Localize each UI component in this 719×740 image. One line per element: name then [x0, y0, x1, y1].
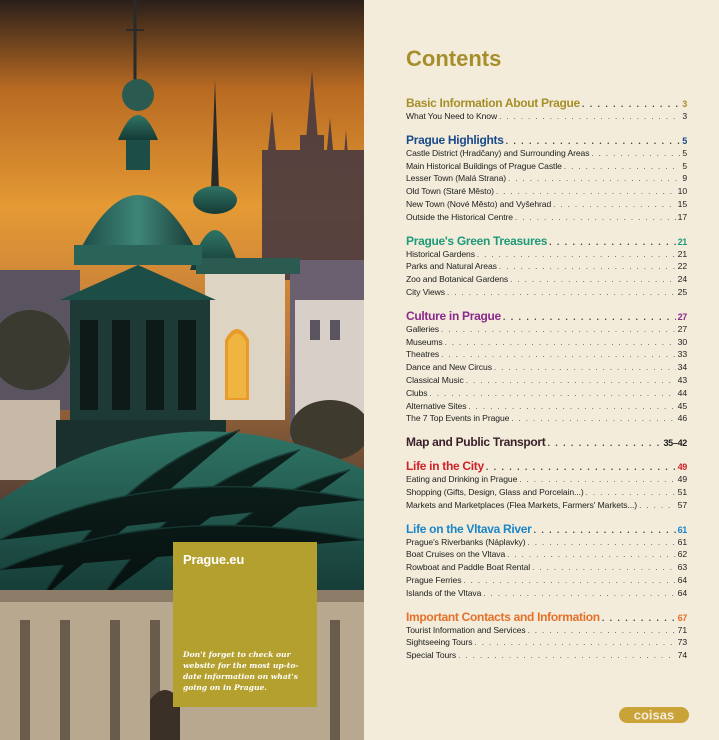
- toc-entry[interactable]: [406, 401, 687, 414]
- toc-entry[interactable]: [406, 500, 687, 513]
- toc-entry[interactable]: [406, 111, 687, 124]
- toc-entry-label: Prague Ferries: [406, 574, 462, 585]
- toc-leader-dots: [458, 651, 676, 660]
- toc-section: [406, 96, 687, 124]
- toc-entry-page: 25: [677, 286, 687, 297]
- toc-entry-page: 62: [677, 549, 687, 560]
- toc-entry[interactable]: [406, 375, 687, 388]
- toc-entry-label: Prague's Riverbanks (Náplavky): [406, 536, 526, 547]
- toc-section-title: Life on the Vltava River: [406, 521, 532, 536]
- toc-entry-label: The 7 Top Events in Prague: [406, 413, 510, 424]
- toc-entry-page: 17: [677, 211, 687, 222]
- toc-leader-dots: [564, 162, 680, 171]
- toc-leader-dots: [499, 262, 676, 271]
- toc-entry[interactable]: [406, 362, 687, 375]
- promo-title: Prague.eu: [183, 552, 245, 567]
- toc-entry-page: 51: [677, 486, 687, 497]
- toc-section-heading[interactable]: [406, 133, 687, 148]
- toc-entry[interactable]: [406, 337, 687, 350]
- toc-leader-dots: [496, 187, 676, 196]
- toc-entry-label: Historical Gardens: [406, 248, 475, 259]
- toc-entry-page: 44: [677, 387, 687, 398]
- toc-section-title: Life in the City: [406, 459, 484, 474]
- toc-entry-label: Boat Cruises on the Vltava: [406, 549, 506, 560]
- toc-leader-dots: [494, 363, 676, 372]
- toc-entry-label: Sightseeing Tours: [406, 637, 473, 648]
- toc-entry[interactable]: [406, 474, 687, 487]
- logo-text: coisas: [633, 707, 675, 723]
- toc-entry-label: Tourist Information and Services: [406, 624, 526, 635]
- toc-section: [406, 234, 687, 300]
- toc-leader-dots: [553, 200, 675, 209]
- toc-entry-label: Dance and New Circus: [406, 362, 492, 373]
- toc-entry-page: 61: [677, 536, 687, 547]
- toc-section-heading[interactable]: [406, 459, 687, 474]
- toc-entry[interactable]: [406, 161, 687, 174]
- toc-section: [406, 435, 687, 450]
- toc-section-heading[interactable]: [406, 234, 687, 249]
- toc-entry[interactable]: [406, 549, 687, 562]
- toc-leader-dots: [519, 475, 675, 484]
- toc-entry-label: Classical Music: [406, 374, 464, 385]
- toc-leader-dots: [511, 414, 675, 423]
- toc-entry-label: Castle District (Hradčany) and Surrounding Areas: [406, 147, 590, 158]
- toc-section-page: 67: [677, 612, 687, 623]
- toc-leader-dots: [506, 136, 681, 146]
- toc-leader-dots: [474, 638, 675, 647]
- toc-entry[interactable]: [406, 249, 687, 262]
- toc-leader-dots: [468, 402, 675, 411]
- toc-entry-page: 5: [682, 160, 687, 171]
- toc-entry[interactable]: [406, 625, 687, 638]
- toc-entry-page: 15: [677, 198, 687, 209]
- toc-entry[interactable]: [406, 261, 687, 274]
- toc-entry-label: What You Need to Know: [406, 111, 498, 121]
- toc-leader-dots: [582, 99, 680, 109]
- contents-panel: [364, 0, 719, 740]
- contents-title: Contents: [406, 46, 502, 71]
- toc-entry[interactable]: [406, 562, 687, 575]
- toc-entry-page: 22: [677, 261, 687, 272]
- toc-entry[interactable]: [406, 487, 687, 500]
- toc-leader-dots: [534, 525, 676, 535]
- toc-entry[interactable]: [406, 199, 687, 212]
- toc-section: [406, 610, 687, 663]
- toc-leader-dots: [508, 174, 680, 183]
- toc-section: [406, 459, 687, 512]
- toc-leader-dots: [547, 438, 661, 448]
- toc-entry-page: 5: [682, 147, 687, 158]
- toc-entry-page: 24: [677, 274, 687, 285]
- toc-section-title: Basic Information About Prague: [406, 96, 580, 110]
- toc-entry[interactable]: [406, 650, 687, 663]
- toc-entry-label: Markets and Marketplaces (Flea Markets, Farmers' Markets...): [406, 499, 638, 510]
- toc-entry-page: 57: [677, 499, 687, 510]
- toc-entry-label: City Views: [406, 286, 445, 297]
- toc-entry[interactable]: [406, 287, 687, 300]
- toc-entry-page: 10: [677, 186, 687, 197]
- toc-entry-page: 64: [677, 587, 687, 598]
- toc-section-heading[interactable]: [406, 522, 687, 537]
- toc-entry-page: 3: [682, 111, 687, 121]
- toc-entry-label: Outside the Historical Centre: [406, 211, 513, 222]
- toc-entry-page: 73: [677, 637, 687, 648]
- toc-leader-dots: [549, 237, 676, 247]
- toc-section-title: Prague Highlights: [406, 132, 504, 147]
- toc-section-page: 21: [677, 236, 687, 247]
- toc-entry-label: Parks and Natural Areas: [406, 261, 497, 272]
- toc-leader-dots: [510, 275, 676, 284]
- toc-entry-label: New Town (Nové Město) and Vyšehrad: [406, 198, 552, 209]
- toc-entry-page: 71: [677, 624, 687, 635]
- contents-sections: [406, 96, 687, 672]
- toc-entry[interactable]: [406, 388, 687, 401]
- toc-entry-label: Old Town (Staré Město): [406, 186, 494, 197]
- toc-leader-dots: [429, 389, 675, 398]
- coisas-logo: [619, 706, 689, 724]
- toc-section: [406, 133, 687, 225]
- toc-leader-dots: [507, 550, 675, 559]
- toc-entry-label: Theatres: [406, 349, 440, 360]
- toc-leader-dots: [499, 112, 680, 121]
- toc-section-page: 35–42: [663, 438, 687, 449]
- toc-entry-page: 63: [677, 562, 687, 573]
- toc-section-title: Important Contacts and Information: [406, 609, 600, 624]
- toc-leader-dots: [515, 213, 676, 222]
- toc-leader-dots: [532, 563, 676, 572]
- toc-entry[interactable]: [406, 274, 687, 287]
- toc-section-title: Culture in Prague: [406, 308, 501, 323]
- toc-entry[interactable]: [406, 575, 687, 588]
- toc-entry-page: 43: [677, 374, 687, 385]
- toc-entry-label: Special Tours: [406, 650, 457, 661]
- toc-entry-page: 34: [677, 362, 687, 373]
- prague-eu-promo-box: [173, 542, 317, 707]
- toc-section-page: 27: [677, 311, 687, 322]
- toc-entry-page: 45: [677, 400, 687, 411]
- toc-leader-dots: [483, 589, 675, 598]
- toc-entry-label: Shopping (Gifts, Design, Glass and Porcelain...): [406, 486, 584, 497]
- toc-section: [406, 309, 687, 426]
- toc-entry[interactable]: [406, 148, 687, 161]
- toc-entry-page: 46: [677, 413, 687, 424]
- toc-section-title: Map and Public Transport: [406, 435, 546, 450]
- toc-leader-dots: [528, 626, 676, 635]
- toc-leader-dots: [486, 462, 676, 472]
- toc-entry[interactable]: [406, 537, 687, 550]
- toc-entry-page: 9: [682, 173, 687, 184]
- toc-section-heading[interactable]: [406, 435, 687, 450]
- toc-leader-dots: [639, 501, 676, 510]
- toc-leader-dots: [463, 576, 675, 585]
- toc-entry-page: 33: [677, 349, 687, 360]
- toc-entry-label: Museums: [406, 336, 443, 347]
- toc-entry[interactable]: [406, 413, 687, 426]
- toc-section-page: 3: [682, 99, 687, 109]
- toc-leader-dots: [441, 325, 676, 334]
- toc-entry-page: 49: [677, 474, 687, 485]
- toc-section-heading[interactable]: [406, 96, 687, 111]
- toc-section-page: 5: [682, 135, 687, 146]
- toc-leader-dots: [586, 488, 676, 497]
- toc-entry[interactable]: [406, 349, 687, 362]
- toc-entry-page: 64: [677, 574, 687, 585]
- toc-entry-label: Lesser Town (Malá Strana): [406, 173, 507, 184]
- toc-leader-dots: [466, 376, 676, 385]
- toc-entry[interactable]: [406, 637, 687, 650]
- toc-section: [406, 522, 687, 601]
- toc-leader-dots: [527, 538, 675, 547]
- toc-entry-page: 27: [677, 323, 687, 334]
- toc-entry-label: Clubs: [406, 387, 428, 398]
- toc-entry-label: Alternative Sites: [406, 400, 467, 411]
- toc-leader-dots: [445, 338, 676, 347]
- toc-leader-dots: [503, 312, 676, 322]
- toc-entry[interactable]: [406, 173, 687, 186]
- toc-section-page: 61: [677, 524, 687, 535]
- toc-entry-label: Eating and Drinking in Prague: [406, 474, 518, 485]
- toc-entry-label: Islands of the Vltava: [406, 587, 482, 598]
- toc-section-heading[interactable]: [406, 610, 687, 625]
- toc-entry-label: Galleries: [406, 323, 440, 334]
- promo-text: Don't forget to check our website for the most up-to-date information on what's going on in Prague.: [183, 650, 299, 692]
- toc-leader-dots: [447, 288, 676, 297]
- toc-entry-page: 30: [677, 336, 687, 347]
- toc-leader-dots: [591, 149, 680, 158]
- toc-leader-dots: [477, 250, 676, 259]
- toc-entry[interactable]: [406, 212, 687, 225]
- toc-leader-dots: [441, 350, 676, 359]
- toc-section-heading[interactable]: [406, 309, 687, 324]
- toc-section-title: Prague's Green Treasures: [406, 233, 548, 248]
- toc-entry-label: Zoo and Botanical Gardens: [406, 274, 509, 285]
- toc-entry[interactable]: [406, 588, 687, 601]
- toc-entry[interactable]: [406, 186, 687, 199]
- toc-entry-page: 21: [677, 248, 687, 259]
- toc-entry-page: 74: [677, 650, 687, 661]
- toc-section-page: 49: [677, 462, 687, 473]
- toc-entry-label: Rowboat and Paddle Boat Rental: [406, 562, 531, 573]
- toc-entry[interactable]: [406, 324, 687, 337]
- toc-entry-label: Main Historical Buildings of Prague Castle: [406, 160, 562, 171]
- toc-leader-dots: [602, 613, 676, 623]
